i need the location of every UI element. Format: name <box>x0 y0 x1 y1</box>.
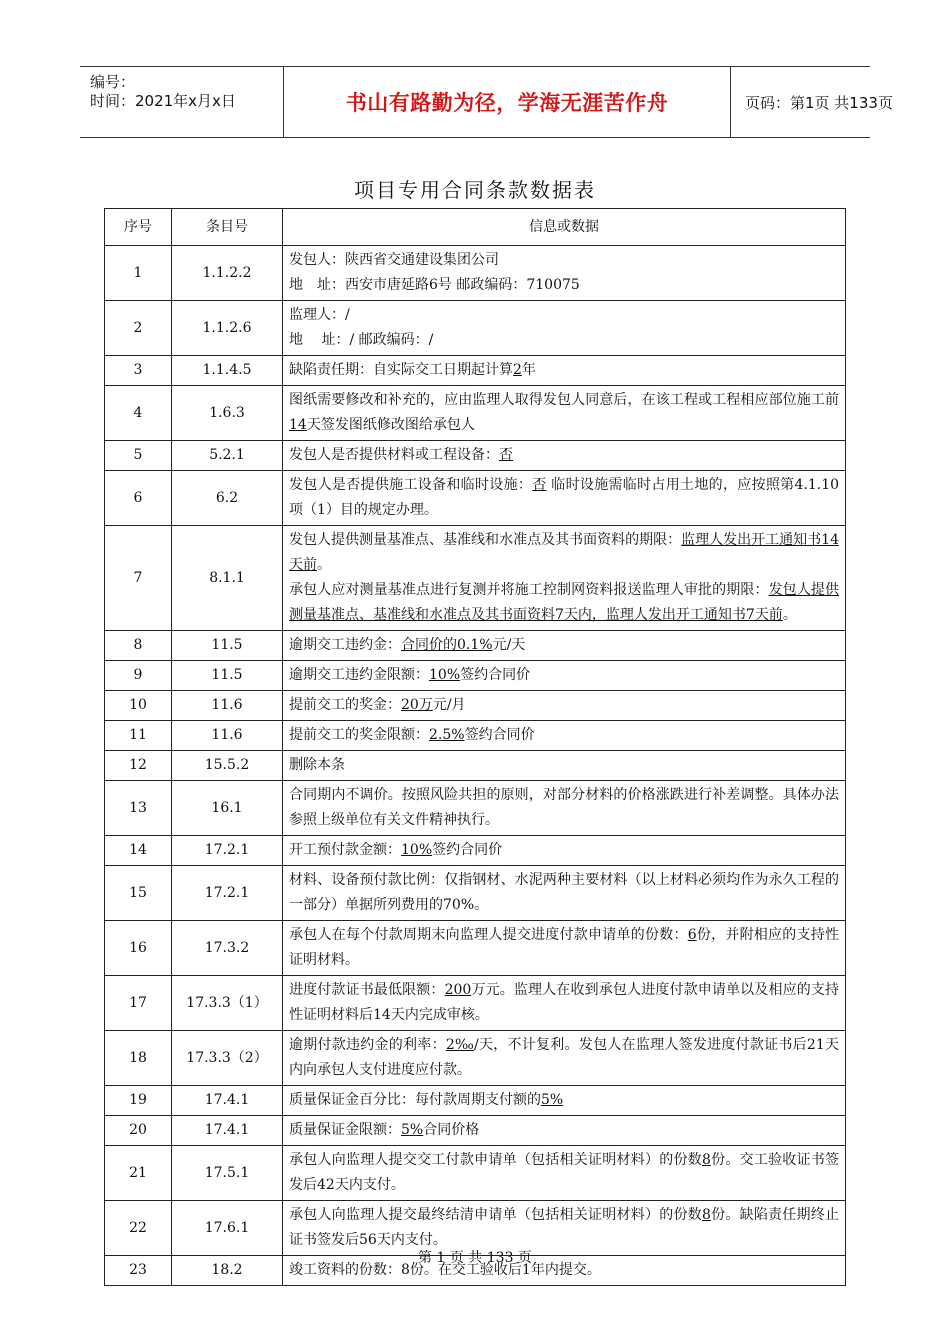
info-text: 竣工资料的份数：8份。在交工验收后1年内提交。 <box>289 1262 601 1278</box>
info-text: 。 <box>782 607 797 623</box>
filled-value: 8 <box>701 1152 711 1168</box>
info-text: 元/天 <box>492 637 526 653</box>
info-text: 发包人提供测量基准点、基准线和水准点及其书面资料的期限： <box>289 532 682 548</box>
info-text: 承包人在每个付款周期末向监理人提交进度付款申请单的份数： <box>289 927 688 943</box>
info-line <box>289 923 839 973</box>
table-row <box>105 1116 846 1146</box>
info-line <box>289 1033 839 1083</box>
info-text: 逾期交工违约金限额： <box>289 667 429 683</box>
clause-number: 1.1.2.2 <box>172 246 283 301</box>
info-line <box>289 868 839 918</box>
info-text: 份。缺陷责任期终止证书签发后56天内支付。 <box>289 1207 840 1248</box>
filled-value: 否 <box>499 447 513 463</box>
filled-value: 6 <box>687 927 697 943</box>
table-row <box>105 836 846 866</box>
clause-number: 17.2.1 <box>172 866 283 921</box>
table-body <box>105 246 846 1286</box>
clause-number: 11.5 <box>172 661 283 691</box>
info-text: 质量保证金百分比：每付款周期支付额的 <box>289 1092 541 1108</box>
info-cell <box>283 526 846 631</box>
info-line <box>289 783 839 833</box>
table-row <box>105 441 846 471</box>
info-cell <box>283 1086 846 1116</box>
info-text: 材料、设备预付款比例：仅指钢材、水泥两种主要材料（以上材料必须均作为永久工程的一部分）单据所列费用的70%。 <box>289 872 839 913</box>
info-line <box>289 1088 839 1113</box>
row-number: 13 <box>105 781 172 836</box>
table-row <box>105 1146 846 1201</box>
page-header <box>80 66 893 138</box>
info-cell <box>283 836 846 866</box>
info-text: 签约合同价 <box>464 727 535 743</box>
header-motto-cell <box>284 67 731 137</box>
info-line <box>289 328 839 353</box>
document-number-label: 编号： <box>90 73 136 91</box>
clause-number: 17.6.1 <box>172 1201 283 1256</box>
clause-number: 1.6.3 <box>172 386 283 441</box>
table-row <box>105 751 846 781</box>
info-cell <box>283 631 846 661</box>
filled-value: 10% <box>429 667 461 683</box>
document-date-label: 时间：2021年x月x日 <box>90 92 236 110</box>
info-text: 提前交工的奖金： <box>289 697 401 713</box>
info-text: 缺陷责任期：自实际交工日期起计算 <box>289 362 513 378</box>
info-line <box>289 303 839 328</box>
info-cell <box>283 1146 846 1201</box>
clause-number: 15.5.2 <box>172 751 283 781</box>
filled-value: 14 <box>289 417 307 433</box>
info-cell <box>283 691 846 721</box>
row-number: 19 <box>105 1086 172 1116</box>
info-text: 。 <box>317 557 331 573</box>
info-line <box>289 473 839 523</box>
info-line <box>289 578 839 628</box>
filled-value: 5% <box>401 1122 424 1138</box>
row-number: 6 <box>105 471 172 526</box>
clause-number: 1.1.4.5 <box>172 356 283 386</box>
clause-number: 8.1.1 <box>172 526 283 631</box>
row-number: 18 <box>105 1031 172 1086</box>
info-text: 万元。监理人在收到承包人进度付款申请单以及相应的支持性证明材料后14天内完成审核。 <box>289 982 840 1023</box>
contract-data-table <box>104 208 846 1286</box>
page-footer: 第 1 页 共 133 页 <box>418 1250 532 1266</box>
info-line <box>289 633 839 658</box>
table-row <box>105 866 846 921</box>
row-number: 1 <box>105 246 172 301</box>
filled-value: 2.5% <box>429 727 465 743</box>
filled-value: 5% <box>541 1092 564 1108</box>
info-line <box>289 443 839 468</box>
clause-number: 18.2 <box>172 1256 283 1286</box>
info-text: 地 址：/ <box>289 332 355 348</box>
info-line <box>289 248 839 273</box>
info-text: 签约合同价 <box>460 667 531 683</box>
clause-number: 17.3.3（1） <box>172 976 283 1031</box>
info-text: 删除本条 <box>289 757 345 773</box>
clause-number: 17.3.3（2） <box>172 1031 283 1086</box>
row-number: 3 <box>105 356 172 386</box>
row-number: 8 <box>105 631 172 661</box>
info-text: 进度付款证书最低限额： <box>289 982 445 998</box>
info-text: 图纸需要修改和补充的，应由监理人取得发包人同意后，在该工程或工程相应部位施工前 <box>289 392 839 408</box>
row-number: 12 <box>105 751 172 781</box>
document-title: 项目专用合同条款数据表 <box>354 178 596 202</box>
info-cell <box>283 976 846 1031</box>
info-cell <box>283 661 846 691</box>
table-row <box>105 246 846 301</box>
info-line <box>289 838 839 863</box>
info-cell <box>283 386 846 441</box>
header-clause: 条目号 <box>172 209 283 246</box>
filled-value: 20万 <box>401 697 433 713</box>
clause-number: 11.6 <box>172 691 283 721</box>
header-page-cell <box>731 67 893 137</box>
filled-value: 否 <box>532 477 547 493</box>
filled-value: 8 <box>701 1207 711 1223</box>
clause-number: 17.2.1 <box>172 836 283 866</box>
info-text: 提前交工的奖金限额： <box>289 727 429 743</box>
filled-value: 2 <box>513 362 522 378</box>
table-row <box>105 661 846 691</box>
info-line <box>289 273 839 298</box>
clause-number: 16.1 <box>172 781 283 836</box>
row-number: 21 <box>105 1146 172 1201</box>
row-number: 4 <box>105 386 172 441</box>
table-row <box>105 631 846 661</box>
info-text: 地 址：西安市唐延路6号 <box>289 277 452 293</box>
table-row <box>105 921 846 976</box>
info-line <box>289 693 839 718</box>
row-number: 15 <box>105 866 172 921</box>
info-cell <box>283 246 846 301</box>
row-number: 11 <box>105 721 172 751</box>
clause-number: 17.4.1 <box>172 1086 283 1116</box>
info-line <box>289 1203 839 1253</box>
clause-number: 5.2.1 <box>172 441 283 471</box>
info-text: 监理人：/ <box>289 307 350 323</box>
table-row <box>105 301 846 356</box>
table-row <box>105 386 846 441</box>
info-text: 发包人是否提供材料或工程设备： <box>289 447 499 463</box>
filled-value: 监理人发出开工通知书14天前 <box>289 532 839 573</box>
table-row <box>105 721 846 751</box>
info-cell <box>283 781 846 836</box>
table-row <box>105 691 846 721</box>
info-text: /天，不计复利。发包人在监理人签发进度付款证书后21天内向承包人支付进度应付款。 <box>289 1037 840 1078</box>
info-text: 元/月 <box>432 697 466 713</box>
row-number: 22 <box>105 1201 172 1256</box>
clause-number: 11.6 <box>172 721 283 751</box>
header-seq: 序号 <box>105 209 172 246</box>
info-cell <box>283 356 846 386</box>
info-line <box>289 723 839 748</box>
info-text: 合同期内不调价。按照风险共担的原则，对部分材料的价格涨跌进行补差调整。具体办法参照上级单位有关文件精神执行。 <box>289 787 839 828</box>
table-row <box>105 1031 846 1086</box>
info-line <box>289 528 839 578</box>
filled-value: 2‰ <box>445 1037 475 1053</box>
clause-number: 1.1.2.6 <box>172 301 283 356</box>
info-cell <box>283 921 846 976</box>
info-text: 发包人是否提供施工设备和临时设施： <box>289 477 533 493</box>
info-text: 天签发图纸修改图给承包人 <box>306 417 475 433</box>
row-number: 14 <box>105 836 172 866</box>
info-text: 逾期交工违约金： <box>289 637 401 653</box>
info-text: 承包人向监理人提交最终结清申请单（包括相关证明材料）的份数 <box>289 1207 702 1223</box>
info-text: 合同价格 <box>423 1122 480 1138</box>
info-text: 邮政编码：/ <box>354 332 434 348</box>
info-text: 邮政编码：710075 <box>451 277 580 293</box>
header-info: 信息或数据 <box>283 209 846 246</box>
info-line <box>289 1118 839 1143</box>
info-line <box>289 978 839 1028</box>
row-number: 20 <box>105 1116 172 1146</box>
info-text: 质量保证金限额： <box>289 1122 401 1138</box>
filled-value: 合同价的0.1% <box>401 637 493 653</box>
row-number: 17 <box>105 976 172 1031</box>
table-row <box>105 526 846 631</box>
info-cell <box>283 471 846 526</box>
clause-number: 6.2 <box>172 471 283 526</box>
table-row <box>105 781 846 836</box>
info-text: 年 <box>521 362 536 378</box>
clause-number: 17.4.1 <box>172 1116 283 1146</box>
info-text: 开工预付款金额： <box>289 842 401 858</box>
table-row <box>105 356 846 386</box>
info-line <box>289 663 839 688</box>
filled-value: 发包人提供测量基准点、基准线和水准点及其书面资料7天内，监理人发出开工通知书7天前 <box>289 582 839 623</box>
table-header-row <box>105 209 846 246</box>
table-row <box>105 976 846 1031</box>
info-text: 签约合同价 <box>432 842 503 858</box>
info-cell <box>283 721 846 751</box>
header-motto: 书山有路勤为径，学海无涯苦作舟 <box>345 91 669 115</box>
info-text: 发包人：陕西省交通建设集团公司 <box>289 252 499 268</box>
info-cell <box>283 301 846 356</box>
clause-number: 17.3.2 <box>172 921 283 976</box>
info-text: 临时设施需临时占用土地的，应按照第4.1.10项（1）目的规定办理。 <box>289 477 840 518</box>
info-cell <box>283 751 846 781</box>
row-number: 5 <box>105 441 172 471</box>
info-line <box>289 358 839 383</box>
info-text: 份，并附相应的支持性证明材料。 <box>289 927 839 968</box>
info-line <box>289 753 839 778</box>
filled-value: 10% <box>401 842 433 858</box>
info-text: 承包人应对测量基准点进行复测并将施工控制网资料报送监理人审批的期限： <box>289 582 769 598</box>
info-line <box>289 388 839 438</box>
info-cell <box>283 441 846 471</box>
filled-value: 200 <box>444 982 472 998</box>
info-cell <box>283 1031 846 1086</box>
row-number: 23 <box>105 1256 172 1286</box>
info-cell <box>283 1116 846 1146</box>
header-meta <box>80 67 284 137</box>
info-text: 逾期付款违约金的利率： <box>289 1037 446 1053</box>
clause-number: 17.5.1 <box>172 1146 283 1201</box>
info-text: 份。交工验收证书签发后42天内支付。 <box>289 1152 840 1193</box>
row-number: 2 <box>105 301 172 356</box>
row-number: 10 <box>105 691 172 721</box>
info-text: 承包人向监理人提交交工付款申请单（包括相关证明材料）的份数 <box>289 1152 702 1168</box>
table-row <box>105 1086 846 1116</box>
row-number: 9 <box>105 661 172 691</box>
row-number: 16 <box>105 921 172 976</box>
clause-number: 11.5 <box>172 631 283 661</box>
row-number: 7 <box>105 526 172 631</box>
header-page-label: 页码：第1页 共133页 <box>745 93 893 112</box>
info-cell <box>283 866 846 921</box>
table-row <box>105 471 846 526</box>
info-line <box>289 1148 839 1198</box>
